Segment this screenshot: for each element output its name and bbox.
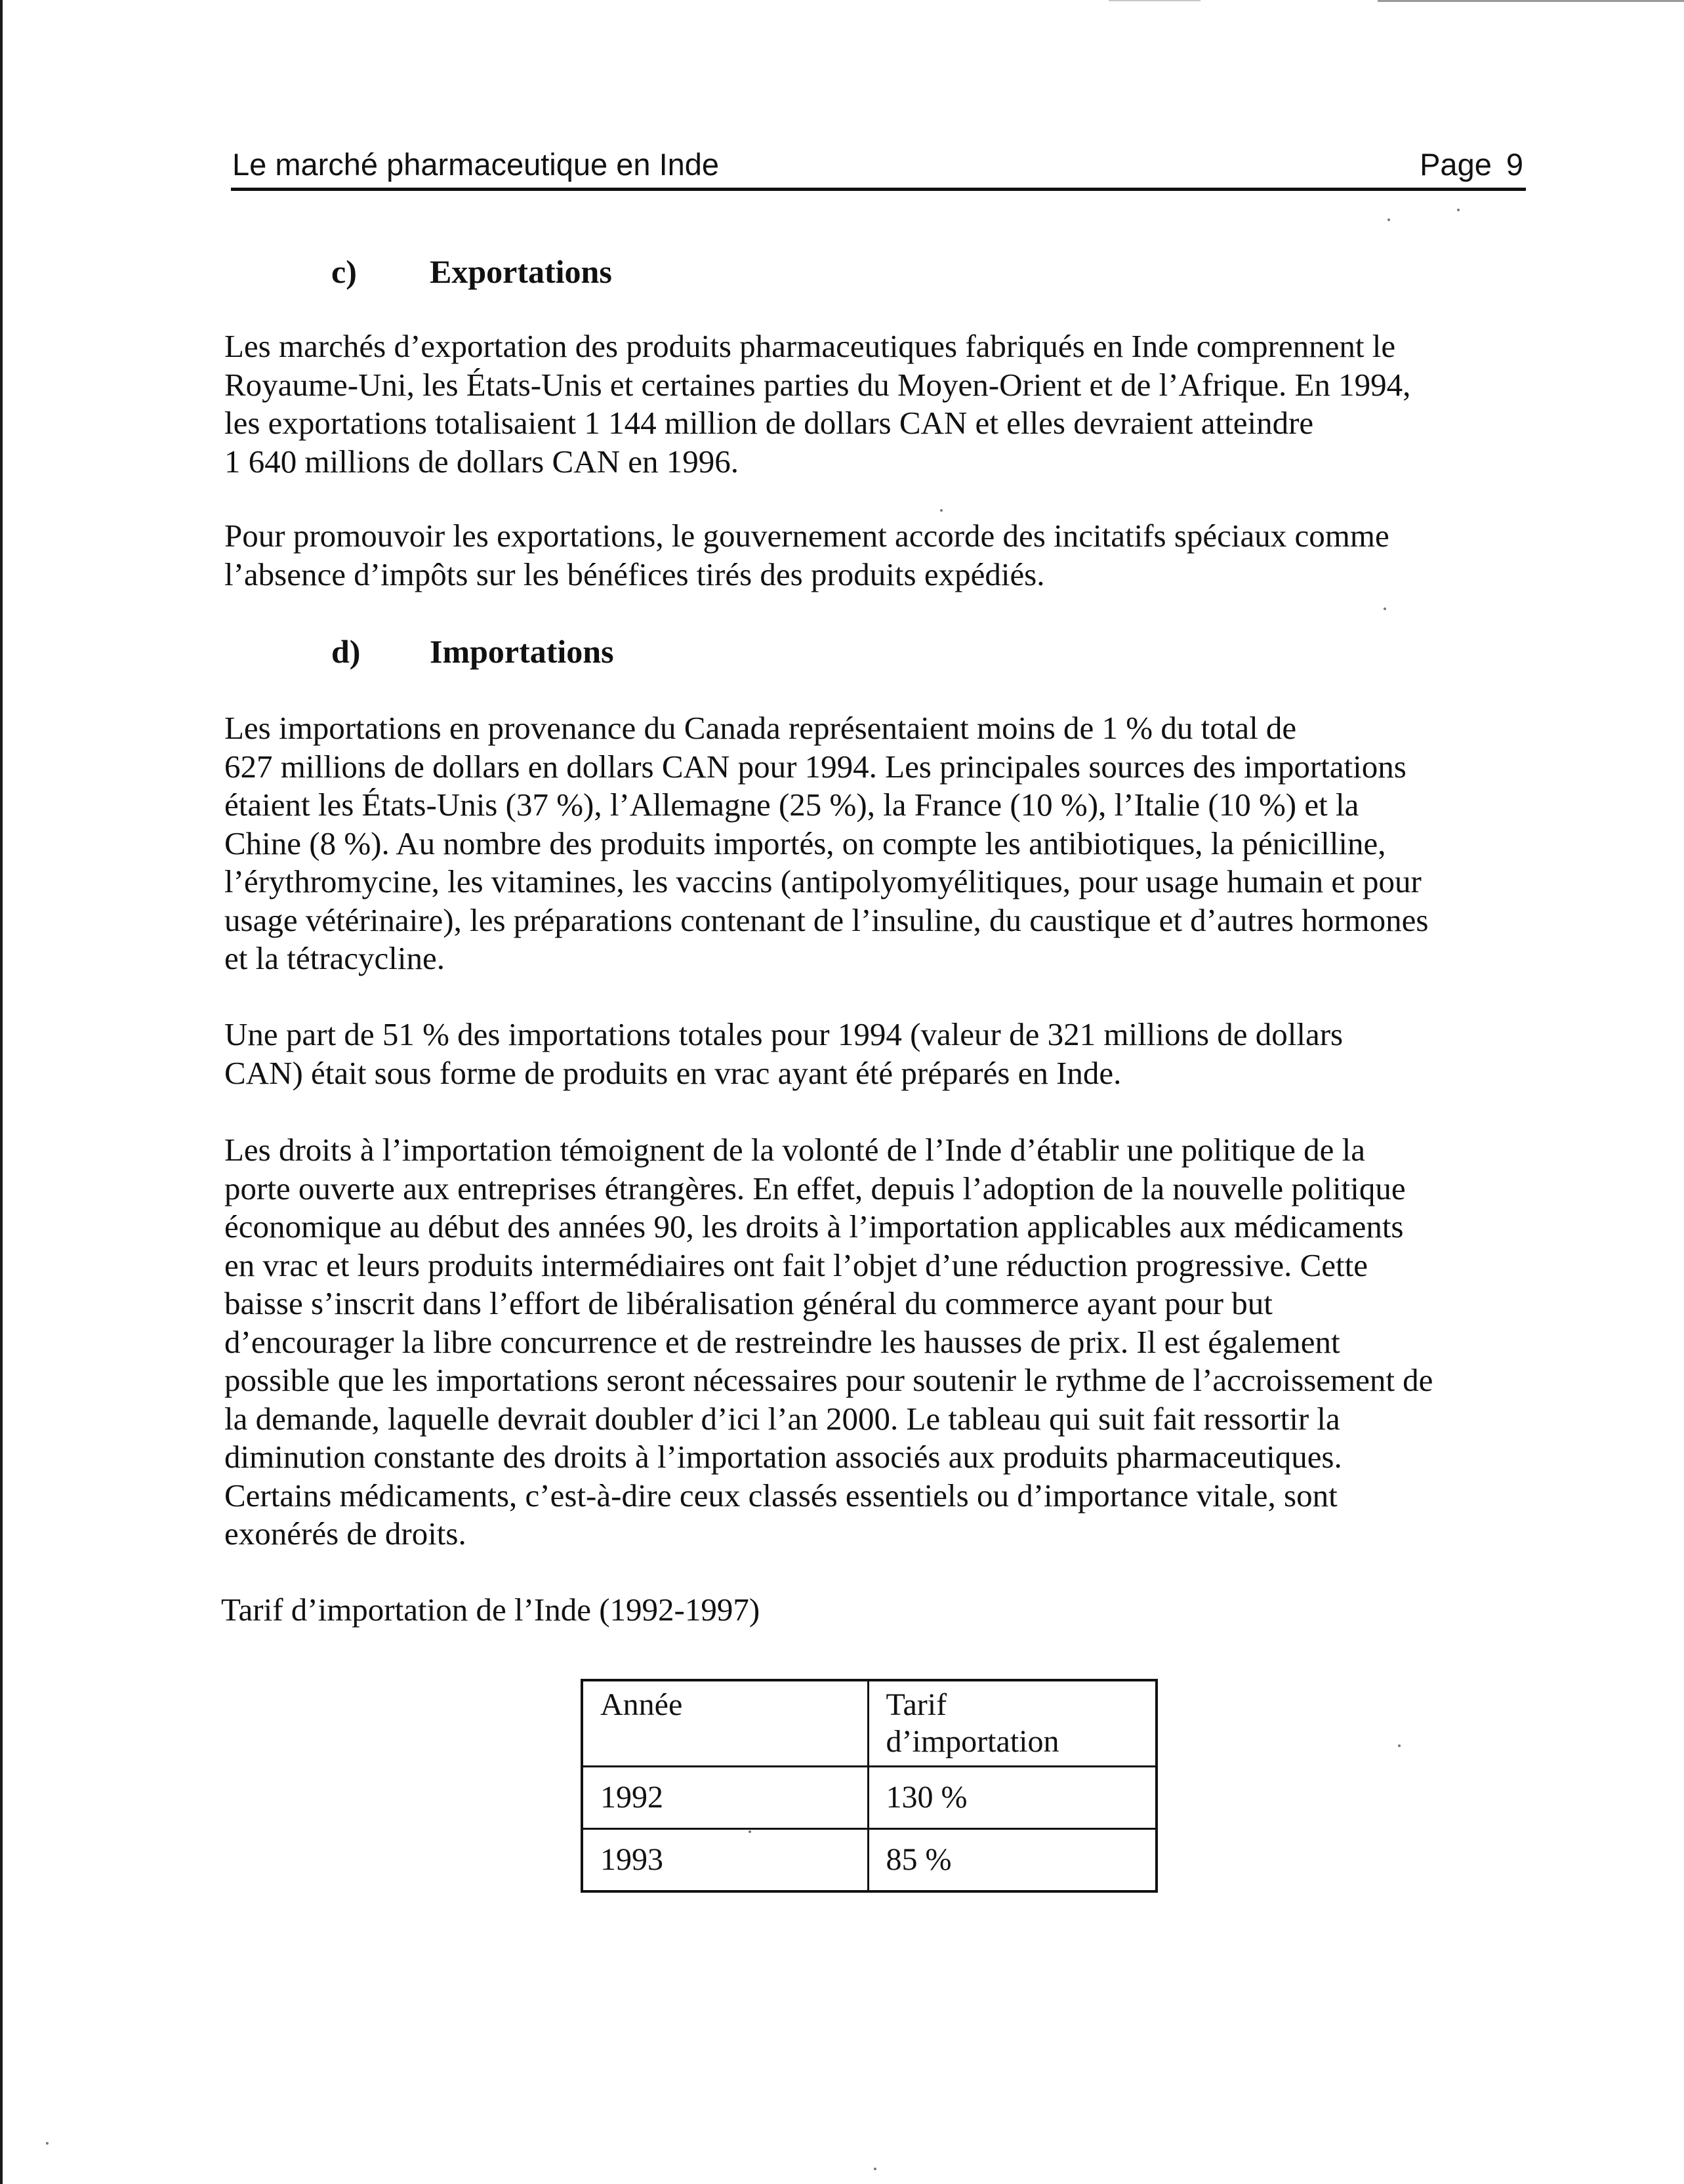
table-cell-year: 1992 xyxy=(582,1767,868,1829)
paragraph-exports-incentives: Pour promouvoir les exportations, le gouvernement accorde des incitatifs spéciaux comme l’absence d’impôts sur les bénéfices tirés des produits expédiés. xyxy=(224,518,1389,592)
scan-speck xyxy=(749,1830,751,1833)
paragraph-imports-bulk-share: Une part de 51 % des importations totales pour 1994 (valeur de 321 millions de dollars CAN) était sous forme de produits en vrac ayant été préparés en Inde. xyxy=(224,1016,1344,1091)
table-cell-tariff: 130 % xyxy=(868,1767,1157,1829)
column-header-tariff: Tarif d’importation xyxy=(868,1680,1157,1767)
page-number: 9 xyxy=(1506,147,1523,182)
paragraph-imports-sources: Les importations en provenance du Canada représentaient moins de 1 % du total de 627 millions de dollars en dollars CAN pour 1994. Les principales sources des importations étaient les États-Unis (37 %), l’Allemagne (25 %), la France (10 %), l’Italie (10 %) et la Chine (8 %). Au nombre des produits importés, on compte les antibiotiques, la pénicilline, l’érythromycine, les vitamines, les vaccins (antipolyomyélitiques, pour usage humain et pour usage vétérinaire), les préparations contenant de l’insuline, du caustique et d’autres hormones et la tétracycline. xyxy=(224,710,1429,976)
scan-speck xyxy=(46,2142,49,2145)
section-title: Importations xyxy=(430,633,614,670)
table-caption: Tarif d’importation de l’Inde (1992-1997) xyxy=(221,1592,760,1628)
table-row xyxy=(582,1767,1157,1829)
running-header xyxy=(231,140,1526,191)
section-letter: c) xyxy=(331,253,357,290)
table-cell-tariff: 85 % xyxy=(868,1829,1157,1891)
document-title: Le marché pharmaceutique en Inde xyxy=(232,147,720,182)
scan-speck xyxy=(1398,1744,1401,1747)
import-tariff-table xyxy=(581,1679,1158,1893)
section-title: Exportations xyxy=(430,253,612,290)
scan-speck xyxy=(874,2168,876,2170)
page-indicator xyxy=(1420,146,1523,182)
scan-speck xyxy=(1387,218,1390,221)
table-header-row xyxy=(582,1680,1157,1767)
scan-speck xyxy=(1384,608,1386,610)
page-label: Page xyxy=(1420,147,1492,182)
scan-left-edge xyxy=(0,0,3,2184)
table-row xyxy=(582,1829,1157,1891)
paragraph-exports-markets: Les marchés d’exportation des produits pharmaceutiques fabriqués en Inde comprennent le Royaume-Uni, les États-Unis et certaines parties du Moyen-Orient et de l’Afrique. En 1994, les exportations totalisaient 1 144 million de dollars CAN et elles devraient atteindre 1 640 millions de dollars CAN en 1996. xyxy=(224,328,1411,480)
column-header-year: Année xyxy=(582,1680,868,1767)
scan-top-rule xyxy=(1378,0,1684,2)
table-cell-year: 1993 xyxy=(582,1829,868,1891)
scan-top-mark xyxy=(1109,0,1201,1)
scan-speck xyxy=(940,509,943,512)
paragraph-import-duties: Les droits à l’importation témoignent de la volonté de l’Inde d’établir une politique de la porte ouverte aux entreprises étrangères. En effet, depuis l’adoption de la nouvelle politique économique au début des années 90, les droits à l’importation applicables aux médicaments en vrac et leurs produits intermédiaires ont fait l’objet d’une réduction progressive. Cette baisse s’inscrit dans l’effort de libéralisation général du commerce ayant pour but d’encourager la libre concurrence et de restreindre les hausses de prix. Il est également possible que les importations seront nécessaires pour soutenir le rythme de l’accroissement de la demande, laquelle devrait doubler d’ici l’an 2000. Le tableau qui suit fait ressortir la diminution constante des droits à l’importation associés aux produits pharmaceutiques. Certains médicaments, c’est-à-dire ceux classés essentiels ou d’importance vitale, sont exonérés de droits. xyxy=(224,1132,1433,1552)
scan-speck xyxy=(1457,209,1460,211)
section-letter: d) xyxy=(331,633,361,670)
